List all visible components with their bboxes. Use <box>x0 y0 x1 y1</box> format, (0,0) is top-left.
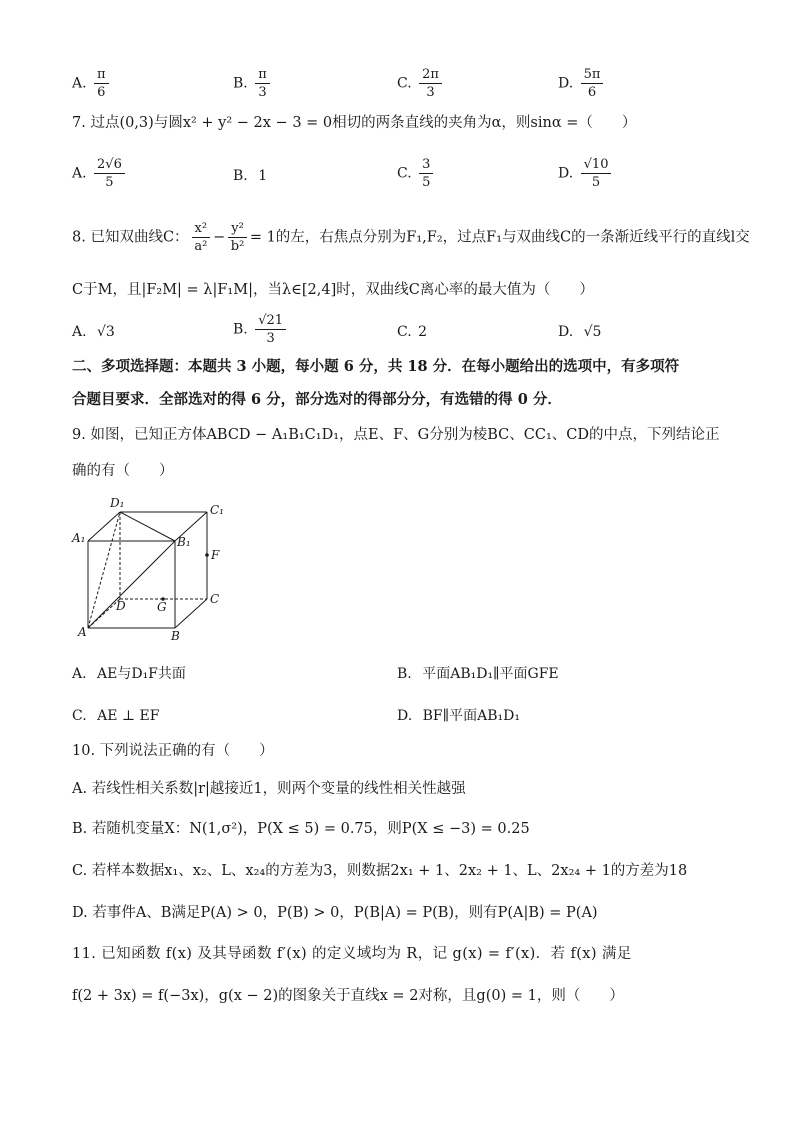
q8-option-c[interactable]: C. 2 <box>397 324 428 340</box>
diagonal-d1-b1 <box>120 512 175 541</box>
edge-b-c <box>175 599 207 628</box>
q10-option-a[interactable]: A. 若线性相关系数|r|越接近1，则两个变量的线性相关性越强 <box>72 781 466 797</box>
q9-option-c[interactable]: C. AE ⊥ EF <box>72 708 160 724</box>
q11-stem-line2: f(2 + 3x) = f(−3x)，g(x − 2)的图象关于直线x = 2对称，且g(0) = 1，则（ ） <box>72 988 624 1004</box>
q6-option-d[interactable]: D. $\frac{5\pi}{6}$ <box>558 66 606 101</box>
q8-option-a[interactable]: A. √3 <box>72 324 115 340</box>
label-d1: D₁ <box>110 496 125 510</box>
section-2-header-line1: 二、多项选择题：本题共 3 小题，每小题 6 分，共 18 分．在每小题给出的选项中，有多项符 <box>72 358 680 375</box>
fraction: $\frac{\pi}{3}$ <box>255 66 270 101</box>
point-f <box>205 553 209 557</box>
q10-option-c[interactable]: C. 若样本数据x₁、x₂、L、x₂₄的方差为3，则数据2x₁ + 1、2x₂ + 1、L、2x₂₄ + 1的方差为18 <box>72 863 688 879</box>
fraction: $\frac{\pi}{6}$ <box>94 66 109 101</box>
q7-option-d[interactable]: D. $\frac{√10}{5}$ <box>558 156 614 191</box>
q9-stem-line2: 确的有（ ） <box>72 463 174 479</box>
fraction: $\frac{5\pi}{6}$ <box>581 66 604 101</box>
fraction: $\frac{2\pi}{3}$ <box>419 66 442 101</box>
label-a: A <box>78 625 87 639</box>
q6-option-a[interactable]: A. $\frac{\pi}{6}$ <box>72 66 112 101</box>
label-a1: A₁ <box>72 531 86 545</box>
label-c1: C₁ <box>210 503 224 517</box>
label-c: C <box>210 592 220 606</box>
q10-option-d[interactable]: D. 若事件A、B满足P(A) > 0，P(B) > 0，P(B|A) = P(B)，则有P(A|B) = P(A) <box>72 905 598 921</box>
label-d: D <box>116 599 126 613</box>
fraction: $\frac{√10}{5}$ <box>581 156 612 191</box>
q9-option-b[interactable]: B. 平面AB₁D₁∥平面GFE <box>397 666 559 682</box>
label-b1: B₁ <box>177 535 191 549</box>
q7-option-b[interactable]: B. 1 <box>233 168 268 184</box>
q8-option-d[interactable]: D. √5 <box>558 324 602 340</box>
label-g: G <box>157 600 167 614</box>
q7-option-c[interactable]: C. $\frac{3}{5}$ <box>397 156 436 191</box>
edge-a1-d1 <box>88 512 120 541</box>
fraction: $\frac{\text{y²}}{\text{b²}}$ <box>228 220 247 255</box>
fraction: $\frac{√21}{3}$ <box>255 312 286 347</box>
q8-option-b[interactable]: B. $\frac{√21}{3}$ <box>233 312 289 347</box>
fraction: $\frac{2√6}{5}$ <box>94 156 125 191</box>
diagonal-a-b1 <box>88 541 175 628</box>
q9-option-a[interactable]: A. AE与D₁F共面 <box>72 666 186 682</box>
q10-option-b[interactable]: B. 若随机变量X：N(1,σ²)，P(X ≤ 5) = 0.75，则P(X ≤ −3) = 0.25 <box>72 821 530 837</box>
label-b: B <box>171 629 180 643</box>
section-2-header-line2: 合题目要求．全部选对的得 6 分，部分选对的得部分分，有选错的得 0 分． <box>72 391 562 408</box>
q6-option-c[interactable]: C. $\frac{2\pi}{3}$ <box>397 66 445 101</box>
q8-stem-line1: 8. 已知双曲线C： $\frac{\text{x²}}{\text{a²}}$ − $\frac{\text{y²}}{\text{b²}}$ = 1的左，右焦点分别为F₁,F₂，过点F₁与双曲线C的一条渐近线平行的直线l交 <box>72 221 750 254</box>
q6-option-b[interactable]: B. $\frac{\pi}{3}$ <box>233 66 273 101</box>
fraction: $\frac{3}{5}$ <box>419 156 433 191</box>
q7-option-a[interactable]: A. $\frac{2√6}{5}$ <box>72 156 128 191</box>
q11-stem-line1: 11. 已知函数 f(x) 及其导函数 f′(x) 的定义域均为 R，记 g(x) = f′(x)．若 f(x) 满足 <box>72 946 632 962</box>
q9-stem-line1: 9. 如图，已知正方体ABCD − A₁B₁C₁D₁，点E、F、G分别为棱BC、CC₁、CD的中点，下列结论正 <box>72 427 720 443</box>
fraction: $\frac{\text{x²}}{\text{a²}}$ <box>192 220 211 255</box>
q8-stem-line2: C于M，且|F₂M| = λ|F₁M|，当λ∈[2,4]时，双曲线C离心率的最大值为（ ） <box>72 282 594 298</box>
label-f: F <box>211 548 220 562</box>
cube-figure <box>70 494 250 644</box>
q7-stem: 7. 过点(0,3)与圆x² + y² − 2x − 3 = 0相切的两条直线的夹角为α，则sinα =（ ） <box>72 115 637 131</box>
q10-stem: 10. 下列说法正确的有（ ） <box>72 743 274 759</box>
q9-option-d[interactable]: D. BF∥平面AB₁D₁ <box>397 708 520 724</box>
